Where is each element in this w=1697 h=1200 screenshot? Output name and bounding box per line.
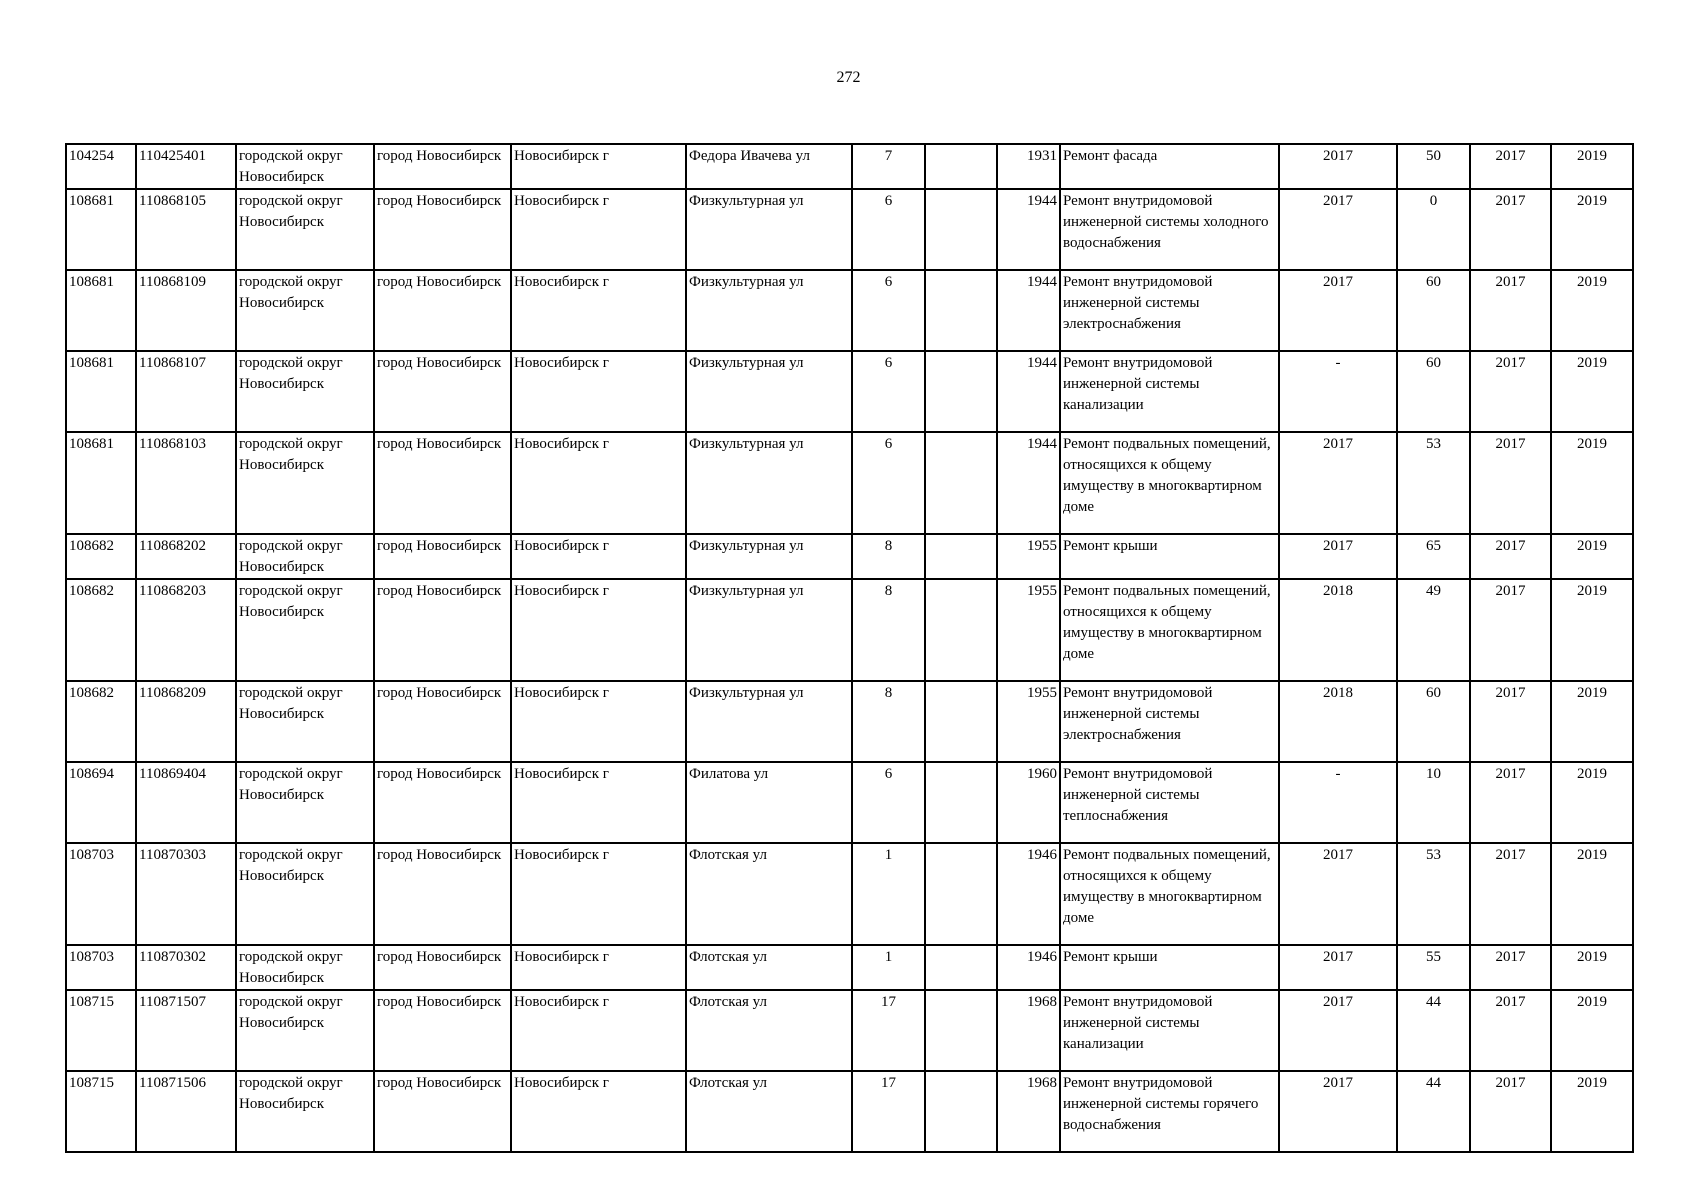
- street-cell: Физкультурная ул: [686, 534, 852, 579]
- period-end-cell: 2019: [1551, 534, 1633, 579]
- street-cell: Физкультурная ул: [686, 432, 852, 534]
- house-number-cell: 17: [852, 990, 925, 1071]
- wear-percent-cell: 44: [1397, 990, 1470, 1071]
- house-id-cell: 108715: [66, 1071, 136, 1152]
- wear-percent-cell: 44: [1397, 1071, 1470, 1152]
- locality-cell: Новосибирск г: [511, 681, 686, 762]
- wear-percent-cell: 50: [1397, 144, 1470, 189]
- repair-year-cell: 2017: [1279, 270, 1397, 351]
- build-year-cell: 1946: [997, 945, 1060, 990]
- work-type-cell: Ремонт внутридомовой инженерной системы теплоснабжения: [1060, 762, 1279, 843]
- period-start-cell: 2017: [1470, 189, 1551, 270]
- building-cell: [925, 189, 997, 270]
- street-cell: Филатова ул: [686, 762, 852, 843]
- build-year-cell: 1955: [997, 579, 1060, 681]
- house-number-cell: 8: [852, 534, 925, 579]
- period-end-cell: 2019: [1551, 762, 1633, 843]
- street-cell: Федора Ивачева ул: [686, 144, 852, 189]
- wear-percent-cell: 60: [1397, 270, 1470, 351]
- building-cell: [925, 1071, 997, 1152]
- work-type-cell: Ремонт крыши: [1060, 534, 1279, 579]
- work-type-cell: Ремонт фасада: [1060, 144, 1279, 189]
- locality-cell: Новосибирск г: [511, 351, 686, 432]
- street-cell: Флотская ул: [686, 1071, 852, 1152]
- settlement-cell: город Новосибирск: [374, 762, 511, 843]
- table-row: [66, 843, 1633, 945]
- house-number-cell: 8: [852, 579, 925, 681]
- locality-cell: Новосибирск г: [511, 762, 686, 843]
- house-id-cell: 108681: [66, 270, 136, 351]
- house-id-cell: 104254: [66, 144, 136, 189]
- building-cell: [925, 762, 997, 843]
- period-start-cell: 2017: [1470, 843, 1551, 945]
- locality-cell: Новосибирск г: [511, 144, 686, 189]
- work-id-cell: 110868202: [136, 534, 236, 579]
- street-cell: Физкультурная ул: [686, 189, 852, 270]
- build-year-cell: 1944: [997, 351, 1060, 432]
- settlement-cell: город Новосибирск: [374, 351, 511, 432]
- municipality-cell: городской округ Новосибирск: [236, 990, 374, 1071]
- work-id-cell: 110868107: [136, 351, 236, 432]
- period-end-cell: 2019: [1551, 945, 1633, 990]
- building-cell: [925, 432, 997, 534]
- house-number-cell: 6: [852, 432, 925, 534]
- wear-percent-cell: 0: [1397, 189, 1470, 270]
- house-id-cell: 108715: [66, 990, 136, 1071]
- house-id-cell: 108703: [66, 843, 136, 945]
- locality-cell: Новосибирск г: [511, 189, 686, 270]
- work-type-cell: Ремонт внутридомовой инженерной системы горячего водоснабжения: [1060, 1071, 1279, 1152]
- locality-cell: Новосибирск г: [511, 579, 686, 681]
- municipality-cell: городской округ Новосибирск: [236, 579, 374, 681]
- municipality-cell: городской округ Новосибирск: [236, 945, 374, 990]
- wear-percent-cell: 55: [1397, 945, 1470, 990]
- settlement-cell: город Новосибирск: [374, 144, 511, 189]
- period-start-cell: 2017: [1470, 990, 1551, 1071]
- street-cell: Флотская ул: [686, 990, 852, 1071]
- municipality-cell: городской округ Новосибирск: [236, 351, 374, 432]
- settlement-cell: город Новосибирск: [374, 681, 511, 762]
- table-body: [66, 144, 1633, 1152]
- period-start-cell: 2017: [1470, 945, 1551, 990]
- work-type-cell: Ремонт внутридомовой инженерной системы канализации: [1060, 351, 1279, 432]
- house-id-cell: 108694: [66, 762, 136, 843]
- locality-cell: Новосибирск г: [511, 945, 686, 990]
- house-id-cell: 108681: [66, 189, 136, 270]
- municipality-cell: городской округ Новосибирск: [236, 144, 374, 189]
- period-start-cell: 2017: [1470, 270, 1551, 351]
- work-type-cell: Ремонт внутридомовой инженерной системы электроснабжения: [1060, 681, 1279, 762]
- period-start-cell: 2017: [1470, 144, 1551, 189]
- build-year-cell: 1946: [997, 843, 1060, 945]
- table-row: [66, 270, 1633, 351]
- build-year-cell: 1944: [997, 270, 1060, 351]
- settlement-cell: город Новосибирск: [374, 990, 511, 1071]
- period-end-cell: 2019: [1551, 270, 1633, 351]
- page-number: 272: [836, 69, 861, 86]
- period-end-cell: 2019: [1551, 144, 1633, 189]
- municipality-cell: городской округ Новосибирск: [236, 534, 374, 579]
- street-cell: Флотская ул: [686, 945, 852, 990]
- house-number-cell: 8: [852, 681, 925, 762]
- period-end-cell: 2019: [1551, 189, 1633, 270]
- work-id-cell: 110868209: [136, 681, 236, 762]
- settlement-cell: город Новосибирск: [374, 945, 511, 990]
- repair-year-cell: -: [1279, 762, 1397, 843]
- table-row: [66, 144, 1633, 189]
- street-cell: Физкультурная ул: [686, 270, 852, 351]
- house-number-cell: 6: [852, 189, 925, 270]
- table-row: [66, 990, 1633, 1071]
- table-row: [66, 681, 1633, 762]
- building-cell: [925, 945, 997, 990]
- repair-year-cell: 2017: [1279, 990, 1397, 1071]
- house-number-cell: 17: [852, 1071, 925, 1152]
- work-id-cell: 110869404: [136, 762, 236, 843]
- street-cell: Флотская ул: [686, 843, 852, 945]
- table-row: [66, 189, 1633, 270]
- build-year-cell: 1968: [997, 1071, 1060, 1152]
- building-cell: [925, 270, 997, 351]
- work-type-cell: Ремонт крыши: [1060, 945, 1279, 990]
- period-start-cell: 2017: [1470, 432, 1551, 534]
- wear-percent-cell: 65: [1397, 534, 1470, 579]
- wear-percent-cell: 10: [1397, 762, 1470, 843]
- build-year-cell: 1944: [997, 189, 1060, 270]
- period-start-cell: 2017: [1470, 534, 1551, 579]
- house-number-cell: 6: [852, 270, 925, 351]
- build-year-cell: 1968: [997, 990, 1060, 1071]
- work-type-cell: Ремонт подвальных помещений, относящихся к общему имуществу в многоквартирном доме: [1060, 579, 1279, 681]
- street-cell: Физкультурная ул: [686, 579, 852, 681]
- municipality-cell: городской округ Новосибирск: [236, 843, 374, 945]
- table-row: [66, 762, 1633, 843]
- settlement-cell: город Новосибирск: [374, 1071, 511, 1152]
- work-id-cell: 110425401: [136, 144, 236, 189]
- work-id-cell: 110868105: [136, 189, 236, 270]
- repair-year-cell: 2017: [1279, 432, 1397, 534]
- wear-percent-cell: 53: [1397, 843, 1470, 945]
- municipality-cell: городской округ Новосибирск: [236, 681, 374, 762]
- build-year-cell: 1931: [997, 144, 1060, 189]
- period-start-cell: 2017: [1470, 579, 1551, 681]
- building-cell: [925, 990, 997, 1071]
- work-id-cell: 110868203: [136, 579, 236, 681]
- locality-cell: Новосибирск г: [511, 534, 686, 579]
- locality-cell: Новосибирск г: [511, 990, 686, 1071]
- repair-year-cell: 2017: [1279, 534, 1397, 579]
- building-cell: [925, 579, 997, 681]
- building-cell: [925, 144, 997, 189]
- wear-percent-cell: 49: [1397, 579, 1470, 681]
- period-end-cell: 2019: [1551, 1071, 1633, 1152]
- settlement-cell: город Новосибирск: [374, 534, 511, 579]
- period-end-cell: 2019: [1551, 579, 1633, 681]
- work-id-cell: 110870302: [136, 945, 236, 990]
- period-start-cell: 2017: [1470, 1071, 1551, 1152]
- period-end-cell: 2019: [1551, 843, 1633, 945]
- table-row: [66, 432, 1633, 534]
- building-cell: [925, 351, 997, 432]
- work-type-cell: Ремонт подвальных помещений, относящихся к общему имуществу в многоквартирном доме: [1060, 843, 1279, 945]
- repair-year-cell: 2017: [1279, 843, 1397, 945]
- build-year-cell: 1955: [997, 681, 1060, 762]
- settlement-cell: город Новосибирск: [374, 843, 511, 945]
- building-cell: [925, 534, 997, 579]
- table-row: [66, 534, 1633, 579]
- building-cell: [925, 843, 997, 945]
- table-row: [66, 1071, 1633, 1152]
- period-end-cell: 2019: [1551, 432, 1633, 534]
- wear-percent-cell: 60: [1397, 681, 1470, 762]
- municipality-cell: городской округ Новосибирск: [236, 432, 374, 534]
- municipality-cell: городской округ Новосибирск: [236, 762, 374, 843]
- wear-percent-cell: 60: [1397, 351, 1470, 432]
- build-year-cell: 1960: [997, 762, 1060, 843]
- locality-cell: Новосибирск г: [511, 1071, 686, 1152]
- work-type-cell: Ремонт внутридомовой инженерной системы электроснабжения: [1060, 270, 1279, 351]
- work-id-cell: 110871507: [136, 990, 236, 1071]
- municipality-cell: городской округ Новосибирск: [236, 189, 374, 270]
- locality-cell: Новосибирск г: [511, 270, 686, 351]
- repair-year-cell: 2017: [1279, 1071, 1397, 1152]
- work-id-cell: 110868109: [136, 270, 236, 351]
- repair-year-cell: 2017: [1279, 144, 1397, 189]
- locality-cell: Новосибирск г: [511, 843, 686, 945]
- settlement-cell: город Новосибирск: [374, 270, 511, 351]
- work-type-cell: Ремонт подвальных помещений, относящихся к общему имуществу в многоквартирном доме: [1060, 432, 1279, 534]
- municipality-cell: городской округ Новосибирск: [236, 1071, 374, 1152]
- work-id-cell: 110870303: [136, 843, 236, 945]
- house-number-cell: 1: [852, 945, 925, 990]
- table-row: [66, 579, 1633, 681]
- house-number-cell: 1: [852, 843, 925, 945]
- work-type-cell: Ремонт внутридомовой инженерной системы холодного водоснабжения: [1060, 189, 1279, 270]
- house-id-cell: 108681: [66, 432, 136, 534]
- period-end-cell: 2019: [1551, 681, 1633, 762]
- work-type-cell: Ремонт внутридомовой инженерной системы канализации: [1060, 990, 1279, 1071]
- build-year-cell: 1944: [997, 432, 1060, 534]
- house-number-cell: 6: [852, 351, 925, 432]
- settlement-cell: город Новосибирск: [374, 579, 511, 681]
- period-start-cell: 2017: [1470, 681, 1551, 762]
- work-id-cell: 110871506: [136, 1071, 236, 1152]
- period-start-cell: 2017: [1470, 351, 1551, 432]
- house-id-cell: 108681: [66, 351, 136, 432]
- settlement-cell: город Новосибирск: [374, 432, 511, 534]
- repair-year-cell: 2018: [1279, 579, 1397, 681]
- registry-table: [65, 143, 1634, 1153]
- build-year-cell: 1955: [997, 534, 1060, 579]
- table-row: [66, 351, 1633, 432]
- house-id-cell: 108682: [66, 534, 136, 579]
- house-id-cell: 108682: [66, 579, 136, 681]
- repair-year-cell: 2017: [1279, 189, 1397, 270]
- house-id-cell: 108703: [66, 945, 136, 990]
- repair-year-cell: -: [1279, 351, 1397, 432]
- period-end-cell: 2019: [1551, 990, 1633, 1071]
- wear-percent-cell: 53: [1397, 432, 1470, 534]
- work-id-cell: 110868103: [136, 432, 236, 534]
- building-cell: [925, 681, 997, 762]
- repair-year-cell: 2018: [1279, 681, 1397, 762]
- street-cell: Физкультурная ул: [686, 351, 852, 432]
- municipality-cell: городской округ Новосибирск: [236, 270, 374, 351]
- house-id-cell: 108682: [66, 681, 136, 762]
- table-row: [66, 945, 1633, 990]
- house-number-cell: 7: [852, 144, 925, 189]
- house-number-cell: 6: [852, 762, 925, 843]
- locality-cell: Новосибирск г: [511, 432, 686, 534]
- settlement-cell: город Новосибирск: [374, 189, 511, 270]
- street-cell: Физкультурная ул: [686, 681, 852, 762]
- period-end-cell: 2019: [1551, 351, 1633, 432]
- period-start-cell: 2017: [1470, 762, 1551, 843]
- repair-year-cell: 2017: [1279, 945, 1397, 990]
